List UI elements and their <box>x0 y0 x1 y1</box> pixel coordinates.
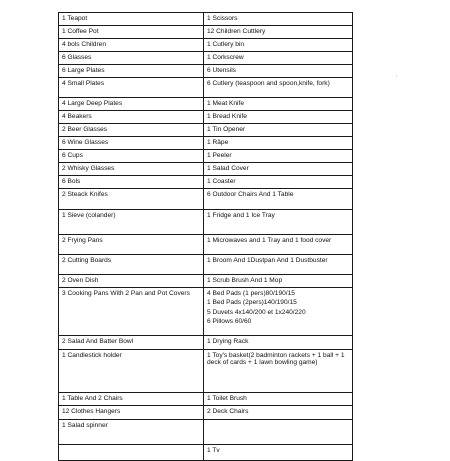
table-row <box>59 210 353 235</box>
inventory-item-text: 1 Scissors <box>207 15 238 22</box>
table-row <box>59 420 353 445</box>
inventory-item-text: 6 Cutlery (teaspoon and spoon,knife, fork) <box>207 80 330 87</box>
inventory-item-text: 6 Bols <box>62 178 81 185</box>
inventory-item-text: 1 Candlestick holder <box>62 352 122 359</box>
inventory-cell-right <box>204 78 353 98</box>
inventory-cell-left <box>59 52 204 65</box>
table-row <box>59 176 353 189</box>
inventory-cell-right <box>204 275 353 288</box>
table-row <box>59 26 353 39</box>
inventory-item-text: 2 Cutting Boards <box>62 257 112 264</box>
inventory-item-text: 1 Microwaves and 1 Tray and 1 food cover <box>207 237 332 244</box>
inventory-cell-right <box>204 189 353 210</box>
inventory-item-text: 1 Salad Cover <box>207 165 249 172</box>
inventory-item-text: 2 Salad And Batter Bowl <box>62 338 134 345</box>
table-row <box>59 39 353 52</box>
inventory-item-text: 1 Tin Opener <box>207 126 246 133</box>
inventory-cell-left <box>59 124 204 137</box>
inventory-item-text: 1 Salad spinner <box>62 422 108 429</box>
inventory-item-text: 1 Meat Knife <box>207 100 245 107</box>
inventory-cell-left <box>59 150 204 163</box>
inventory-cell-left <box>59 176 204 189</box>
inventory-cell-right <box>204 393 353 406</box>
table-row <box>59 393 353 406</box>
inventory-item-text: 1 Scrub Brush And 1 Mop <box>207 277 283 284</box>
inventory-item-text: 1 Fridge and 1 Ice Tray <box>207 212 275 219</box>
inventory-item-text: 1 Toy's basket(2 badminton rackets + 1 ball + 1 deck of cards + 1 lawn bowling game) <box>207 352 345 367</box>
inventory-table-body <box>59 13 353 461</box>
inventory-item-text: 1 Broom And 1Dustpan And 1 Dustbuster <box>207 257 328 264</box>
inventory-cell-left <box>59 350 204 393</box>
inventory-item-text: 3 Cooking Pans With 2 Pan and Pot Covers <box>62 290 190 297</box>
inventory-item-text: 1 Corkscrew <box>207 54 244 61</box>
inventory-cell-left <box>59 445 204 461</box>
table-row <box>59 350 353 393</box>
inventory-item-text: 1 Cutlery bin <box>207 41 245 48</box>
inventory-cell-right <box>204 445 353 461</box>
table-row <box>59 235 353 255</box>
inventory-cell-right <box>204 163 353 176</box>
table-row <box>59 189 353 210</box>
inventory-cell-right <box>204 111 353 124</box>
inventory-cell-left <box>59 26 204 39</box>
inventory-cell-right <box>204 255 353 275</box>
table-row <box>59 13 353 26</box>
inventory-cell-left <box>59 39 204 52</box>
inventory-item-text: 1 Drying Rack <box>207 338 249 345</box>
table-row <box>59 52 353 65</box>
inventory-item-text: 1 Teapot <box>62 15 88 22</box>
inventory-cell-left <box>59 255 204 275</box>
inventory-item-text: 4 Small Plates <box>62 80 105 87</box>
inventory-item-text: 4 Large Deep Plates <box>62 100 123 107</box>
inventory-item-text: 1 Râpe <box>207 139 229 146</box>
inventory-cell-right <box>204 26 353 39</box>
inventory-cell-right <box>204 124 353 137</box>
inventory-cell-left <box>59 288 204 336</box>
inventory-cell-right <box>204 137 353 150</box>
inventory-item-text: 1 Bed Pads (2pers)140/190/15 <box>207 299 297 307</box>
inventory-item-text: 2 Steack Knifes <box>62 191 108 198</box>
inventory-table <box>58 12 353 461</box>
inventory-cell-right <box>204 288 353 336</box>
inventory-item-text: 12 Clothes Hangers <box>62 408 121 415</box>
inventory-item-text: 1 Peeler <box>207 152 232 159</box>
inventory-item-text: 2 Frying Pans <box>62 237 103 244</box>
inventory-item-text: 1 Bread Knife <box>207 113 247 120</box>
inventory-cell-left <box>59 137 204 150</box>
inventory-item-text: 4 bols Children <box>62 41 106 48</box>
table-row <box>59 255 353 275</box>
inventory-cell-right <box>204 210 353 235</box>
inventory-item-text: 1 Coaster <box>207 178 236 185</box>
inventory-cell-right <box>204 13 353 26</box>
table-row <box>59 124 353 137</box>
inventory-cell-right <box>204 235 353 255</box>
inventory-cell-right <box>204 39 353 52</box>
inventory-cell-left <box>59 65 204 78</box>
inventory-cell-left <box>59 111 204 124</box>
inventory-item-text: 12 Children Cuttlery <box>207 28 266 35</box>
table-row <box>59 445 353 461</box>
inventory-cell-left <box>59 78 204 98</box>
inventory-item-text: 2 Deck Chairs <box>207 408 249 415</box>
inventory-cell-left <box>59 13 204 26</box>
inventory-cell-left <box>59 235 204 255</box>
table-row <box>59 288 353 336</box>
inventory-item-text: 6 Glasses <box>62 54 92 61</box>
table-row <box>59 137 353 150</box>
inventory-item-text: 4 Beakers <box>62 113 92 120</box>
inventory-item-text: 1 Toilet Brush <box>207 395 247 402</box>
table-row <box>59 336 353 350</box>
inventory-cell-right <box>204 52 353 65</box>
inventory-item-text: 1 Sieve (colander) <box>62 212 116 219</box>
inventory-cell-right <box>204 406 353 420</box>
inventory-item-text: 6 Utensils <box>207 67 236 74</box>
inventory-item-text <box>207 420 349 422</box>
inventory-cell-right <box>204 176 353 189</box>
table-row <box>59 150 353 163</box>
inventory-item-text <box>62 445 200 447</box>
inventory-cell-left <box>59 420 204 445</box>
inventory-cell-left <box>59 210 204 235</box>
inventory-item-text: 4 Bed Pads (1 pers)80/190/15 <box>207 290 295 297</box>
inventory-cell-left <box>59 163 204 176</box>
inventory-item-text: 2 Oven Dish <box>62 277 99 284</box>
inventory-cell-left <box>59 393 204 406</box>
inventory-cell-right <box>204 98 353 111</box>
table-row <box>59 65 353 78</box>
inventory-item-text: 6 Wine Glasses <box>62 139 109 146</box>
inventory-cell-right <box>204 336 353 350</box>
inventory-item-text: 2 Beer Glasses <box>62 126 108 133</box>
inventory-cell-right <box>204 65 353 78</box>
inventory-cell-right <box>204 350 353 393</box>
inventory-item-text: 1 Tv <box>207 447 220 454</box>
inventory-item-text: 5 Duvets 4x140/200 et 1x240/220 <box>207 308 306 316</box>
inventory-item-text: 6 Cups <box>62 152 83 159</box>
inventory-item-text: 6 Large Plates <box>62 67 105 74</box>
inventory-cell-left <box>59 336 204 350</box>
table-row <box>59 163 353 176</box>
inventory-cell-right <box>204 150 353 163</box>
stray-mark: ‚ <box>396 72 398 78</box>
inventory-cell-left <box>59 275 204 288</box>
table-row <box>59 275 353 288</box>
inventory-item-text: 6 Pillows 60/60 <box>207 318 252 326</box>
inventory-cell-right <box>204 420 353 445</box>
inventory-item-text: 1 Table And 2 Chairs <box>62 395 123 402</box>
inventory-item-text: 1 Coffee Pot <box>62 28 99 35</box>
table-row <box>59 406 353 420</box>
inventory-item-text: 6 Outdoor Chairs And 1 Table <box>207 191 294 198</box>
inventory-cell-left <box>59 189 204 210</box>
table-row <box>59 111 353 124</box>
inventory-cell-left <box>59 406 204 420</box>
table-row <box>59 78 353 98</box>
inventory-cell-left <box>59 98 204 111</box>
inventory-item-text: 2 Whisky Glasses <box>62 165 115 172</box>
table-row <box>59 98 353 111</box>
